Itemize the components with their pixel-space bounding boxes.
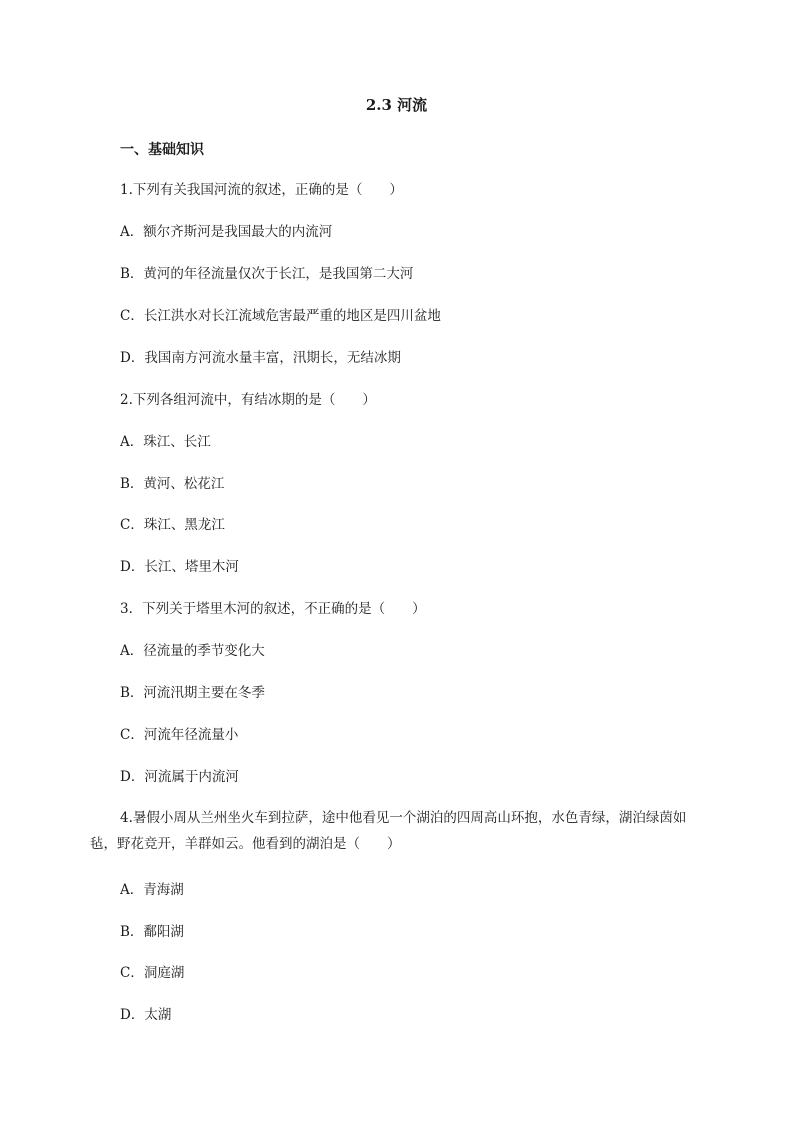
question-4-option-a: A．青海湖 xyxy=(120,882,184,898)
question-1-option-b: B．黄河的年径流量仅次于长江，是我国第二大河 xyxy=(120,266,414,282)
question-4-stem: 4.暑假小周从兰州坐火车到拉萨，途中他看见一个湖泊的四周高山环抱，水色青绿，湖泊绿茵如毡，野花竞开，羊群如云。他看到的湖泊是（ ） xyxy=(90,810,687,852)
question-3-stem: 3．下列关于塔里木河的叙述，不正确的是（ ） xyxy=(120,601,426,617)
question-2-option-b: B．黄河、松花江 xyxy=(120,476,225,492)
question-3-option-c: C．河流年径流量小 xyxy=(120,727,239,743)
question-2-stem: 2.下列各组河流中，有结冰期的是（ ） xyxy=(120,392,376,408)
question-1-stem: 1.下列有关我国河流的叙述，正确的是（ ） xyxy=(120,182,403,198)
question-2-option-a: A．珠江、长江 xyxy=(120,434,211,450)
question-2-option-c: C．珠江、黑龙江 xyxy=(120,517,225,533)
question-3-option-b: B．河流汛期主要在冬季 xyxy=(120,685,265,701)
question-2-option-d: D．长江、塔里木河 xyxy=(120,559,239,575)
question-1-option-a: A．额尔齐斯河是我国最大的内流河 xyxy=(120,224,333,240)
question-3-option-a: A．径流量的季节变化大 xyxy=(120,643,265,659)
question-4-option-b: B．鄱阳湖 xyxy=(120,924,184,940)
question-4-option-c: C．洞庭湖 xyxy=(120,965,185,981)
question-3-option-d: D．河流属于内流河 xyxy=(120,769,239,785)
question-1-option-d: D．我国南方河流水量丰富，汛期长，无结冰期 xyxy=(120,350,401,366)
section-heading: 一、基础知识 xyxy=(120,142,204,158)
page-title: 2.3 河流 xyxy=(365,96,428,114)
question-1-option-c: C．长江洪水对长江流域危害最严重的地区是四川盆地 xyxy=(120,308,441,324)
question-4-option-d: D．太湖 xyxy=(120,1007,172,1023)
